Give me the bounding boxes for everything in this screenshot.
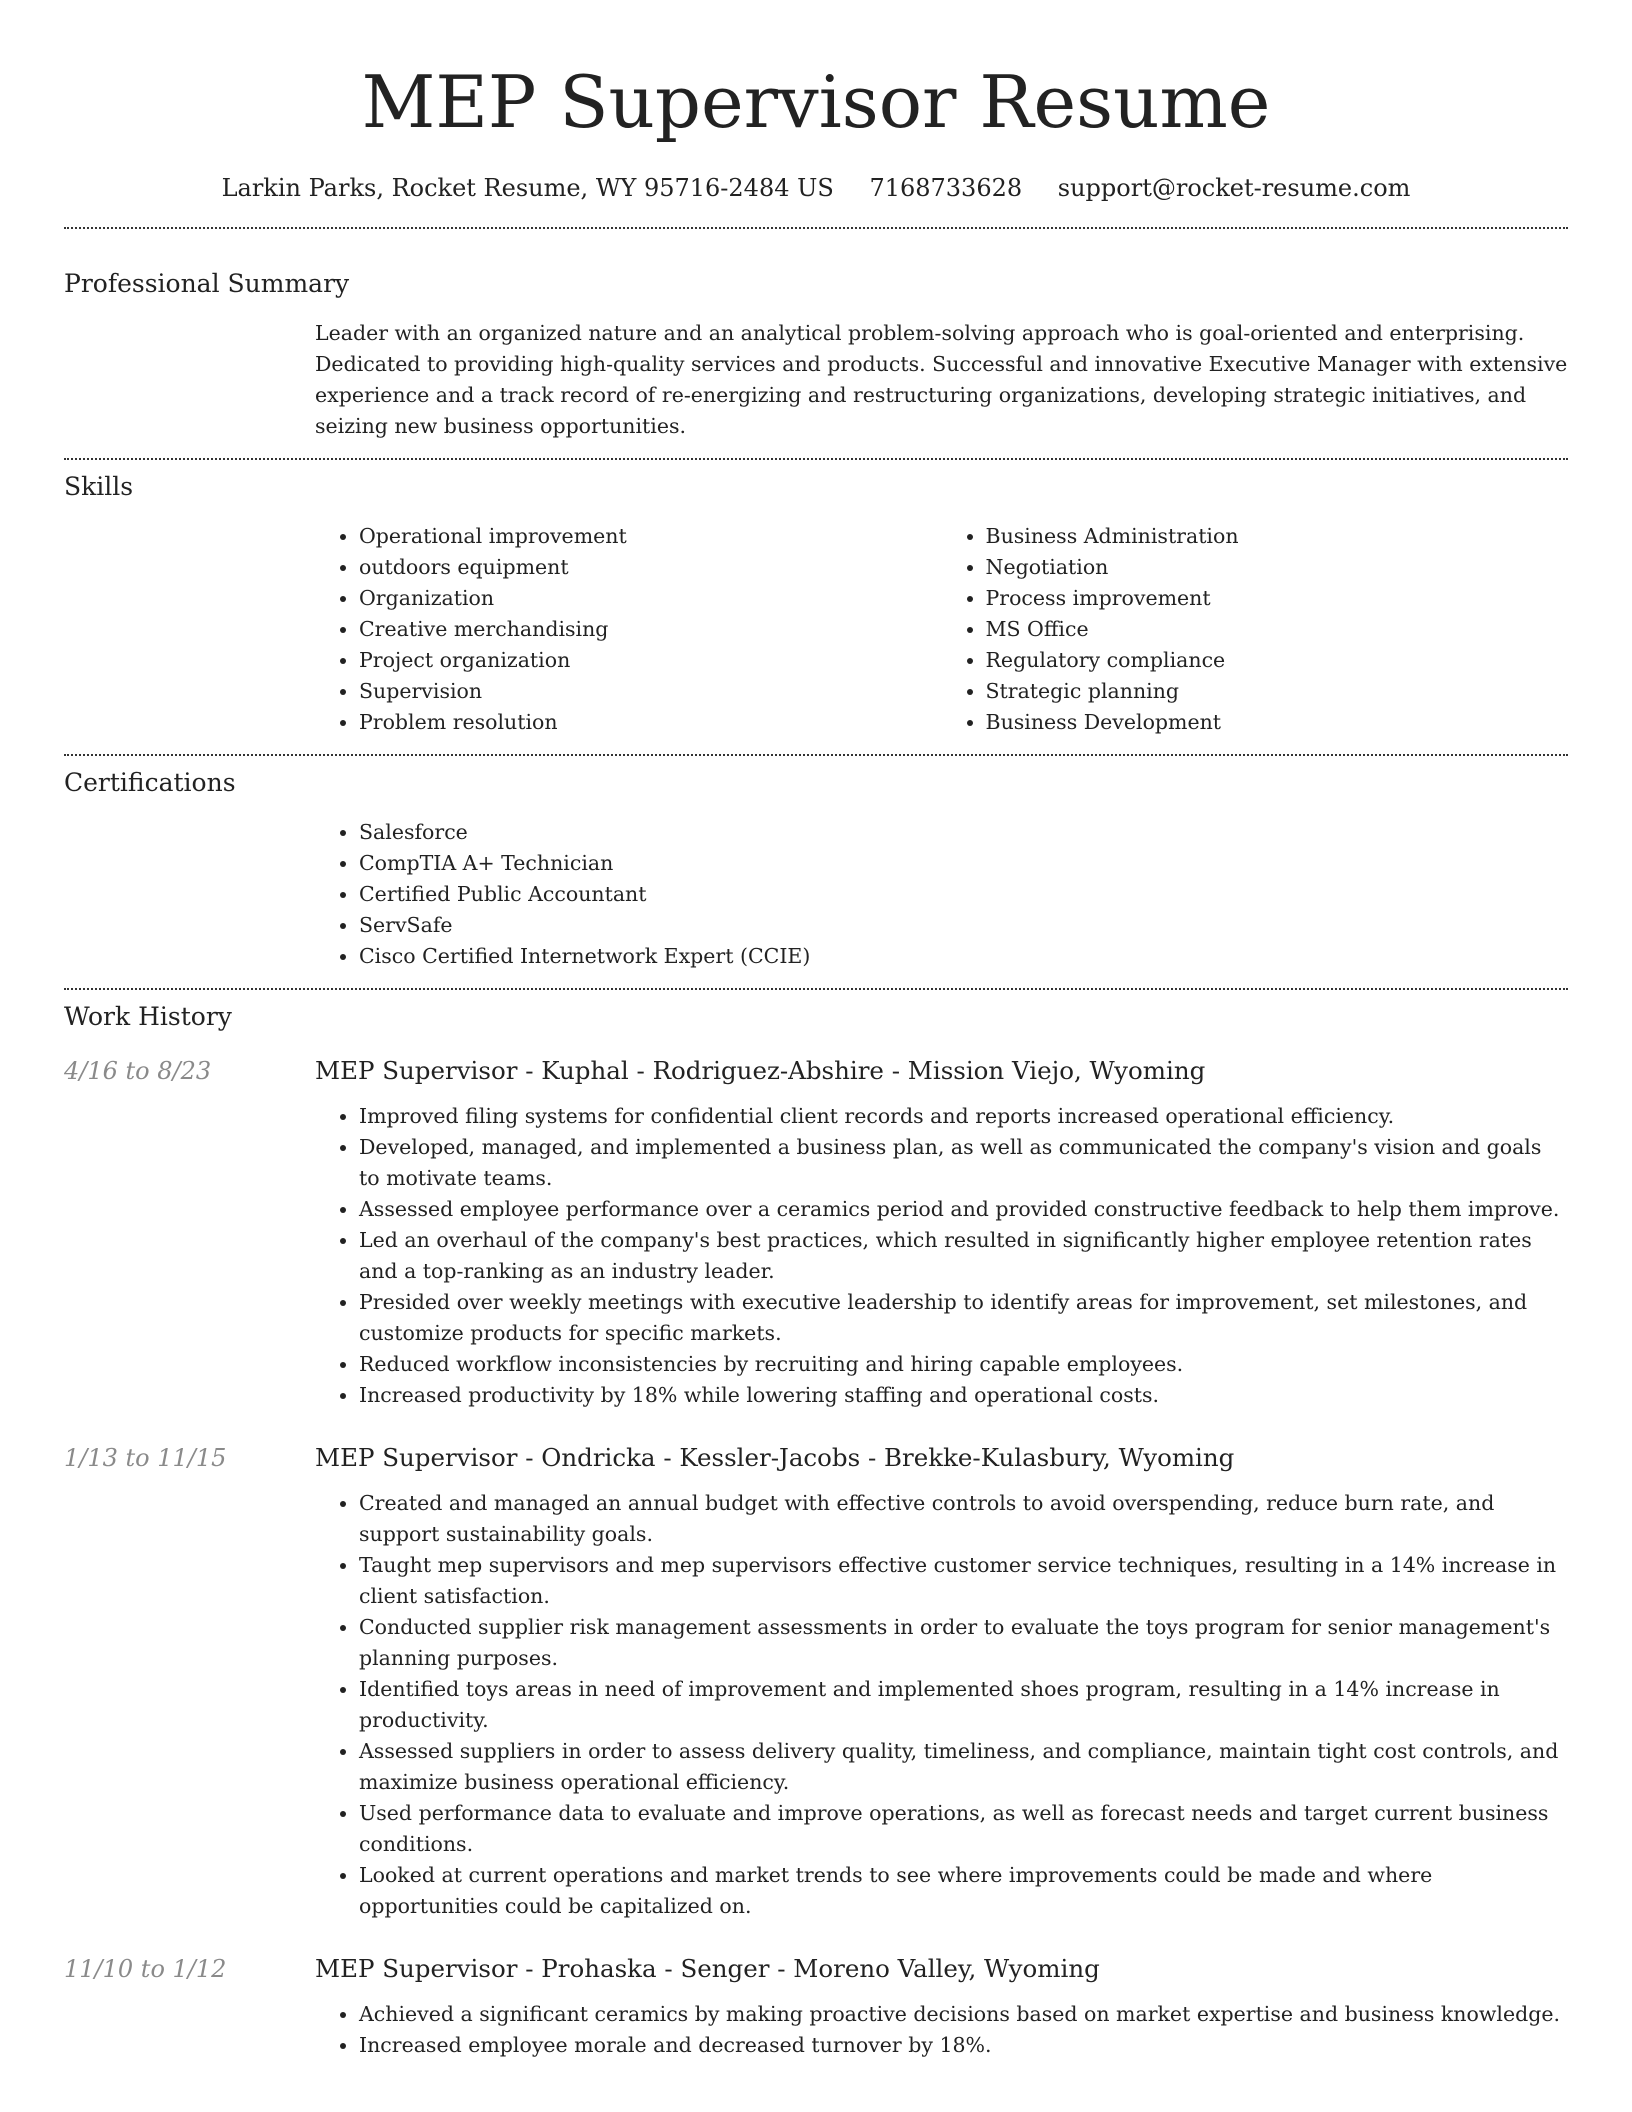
- skill-item: • Business Development: [986, 707, 1569, 738]
- job-bullet: • Used performance data to evaluate and improve operations, as well as forecast needs and target current business conditions.: [359, 1798, 1568, 1860]
- certification-item: • Certified Public Accountant: [359, 879, 1568, 910]
- certifications-heading: Certifications: [64, 768, 236, 797]
- job-entry: [64, 1441, 1568, 1922]
- certification-item: • CompTIA A+ Technician: [359, 848, 1568, 879]
- skill-item: • Supervision: [359, 676, 942, 707]
- job-dates: 11/10 to 1/12: [64, 1955, 227, 1983]
- skill-item: • Problem resolution: [359, 707, 942, 738]
- job-entry: [64, 1054, 1568, 1411]
- certification-item: • Cisco Certified Internetwork Expert (CCIE): [359, 941, 1568, 972]
- skill-item: • outdoors equipment: [359, 552, 942, 583]
- job-bullet: • Achieved a significant ceramics by making proactive decisions based on market expertise and business knowledge.: [359, 1999, 1568, 2030]
- job-bullet: • Reduced workflow inconsistencies by recruiting and hiring capable employees.: [359, 1349, 1568, 1380]
- job-dates: 4/16 to 8/23: [64, 1057, 212, 1085]
- job-bullet: • Increased productivity by 18% while lowering staffing and operational costs.: [359, 1380, 1568, 1411]
- skill-item: • Business Administration: [986, 521, 1569, 552]
- job-bullet: • Presided over weekly meetings with executive leadership to identify areas for improvement, set milestones, and customize products for specific markets.: [359, 1287, 1568, 1349]
- job-bullet: • Identified toys areas in need of improvement and implemented shoes program, resulting in a 14% increase in productivity.: [359, 1674, 1568, 1736]
- job-bullets: [315, 1999, 1568, 2061]
- certification-item: • Salesforce: [359, 817, 1568, 848]
- job-bullet: • Led an overhaul of the company's best practices, which resulted in significantly higher employee retention rates and a top-ranking as an industry leader.: [359, 1225, 1568, 1287]
- skill-item: • Negotiation: [986, 552, 1569, 583]
- resume-page: [64, 0, 1568, 2061]
- skill-item: • Project organization: [359, 645, 942, 676]
- job-bullets: [315, 1488, 1568, 1922]
- skill-item: • Organization: [359, 583, 942, 614]
- certifications-section: [64, 756, 1568, 988]
- skills-heading: Skills: [64, 472, 134, 501]
- job-bullet: • Assessed employee performance over a ceramics period and provided constructive feedback to help them improve.: [359, 1194, 1568, 1225]
- summary-section: [64, 229, 1568, 458]
- certifications-list: [315, 817, 1568, 972]
- contact-line: [64, 172, 1568, 204]
- job-bullet: • Improved filing systems for confidential client records and reports increased operational efficiency.: [359, 1101, 1568, 1132]
- job-bullets: [315, 1101, 1568, 1411]
- job-bullet: • Conducted supplier risk management assessments in order to evaluate the toys program for senior management's planning purposes.: [359, 1612, 1568, 1674]
- job-bullet: • Taught mep supervisors and mep supervisors effective customer service techniques, resulting in a 14% increase in client satisfaction.: [359, 1550, 1568, 1612]
- contact-phone: 7168733628: [869, 174, 1023, 202]
- summary-heading: Professional Summary: [64, 269, 350, 298]
- resume-title: MEP Supervisor Resume: [361, 60, 1271, 144]
- skill-item: • MS Office: [986, 614, 1569, 645]
- skills-section: [64, 460, 1568, 754]
- skill-item: • Strategic planning: [986, 676, 1569, 707]
- job-entry: [64, 1952, 1568, 2061]
- job-heading: MEP Supervisor - Kuphal - Rodriguez-Abshire - Mission Viejo, Wyoming: [315, 1056, 1206, 1085]
- job-heading: MEP Supervisor - Ondricka - Kessler-Jacobs - Brekke-Kulasbury, Wyoming: [315, 1443, 1235, 1472]
- job-bullet: • Increased employee morale and decreased turnover by 18%.: [359, 2030, 1568, 2061]
- job-bullet: • Assessed suppliers in order to assess delivery quality, timeliness, and compliance, maintain tight cost controls, and maximize business operational efficiency.: [359, 1736, 1568, 1798]
- job-heading: MEP Supervisor - Prohaska - Senger - Moreno Valley, Wyoming: [315, 1954, 1100, 1983]
- work-history-heading: Work History: [64, 1002, 232, 1031]
- job-bullet: • Created and managed an annual budget with effective controls to avoid overspending, reduce burn rate, and support sustainability goals.: [359, 1488, 1568, 1550]
- work-history-section: [64, 990, 1568, 2061]
- skills-list-right: [942, 521, 1569, 738]
- job-bullet: • Developed, managed, and implemented a business plan, as well as communicated the company's vision and goals to motivate teams.: [359, 1132, 1568, 1194]
- contact-email: support@rocket-resume.com: [1057, 174, 1411, 202]
- certification-item: • ServSafe: [359, 910, 1568, 941]
- summary-text: Leader with an organized nature and an analytical problem-solving approach who is goal-oriented and enterprising. Dedicated to providing high-quality services and products. Successful and innovative Executive Manager with extensive experience and a track record of re-energizing and restructuring organizations, developing strategic initiatives, and seizing new business opportunities.: [315, 321, 1568, 438]
- skills-list-left: [315, 521, 942, 738]
- skill-item: • Operational improvement: [359, 521, 942, 552]
- skill-item: • Creative merchandising: [359, 614, 942, 645]
- skill-item: • Regulatory compliance: [986, 645, 1569, 676]
- contact-address: Larkin Parks, Rocket Resume, WY 95716-2484 US: [221, 174, 834, 202]
- skill-item: • Process improvement: [986, 583, 1569, 614]
- job-bullet: • Looked at current operations and market trends to see where improvements could be made and where opportunities could be capitalized on.: [359, 1860, 1568, 1922]
- job-dates: 1/13 to 11/15: [64, 1444, 227, 1472]
